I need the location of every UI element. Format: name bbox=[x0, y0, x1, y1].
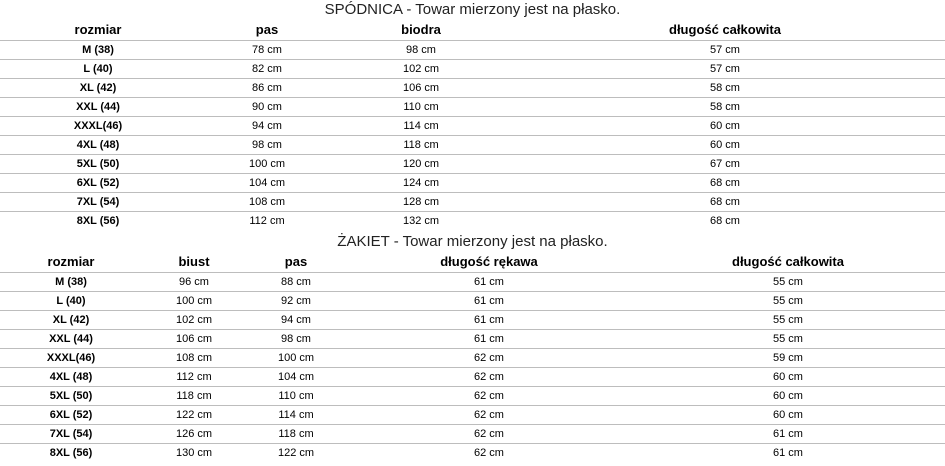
skirt-cell-hips: 124 cm bbox=[402, 177, 440, 189]
jacket-cell-waist: 100 cm bbox=[277, 352, 315, 364]
jacket-cell-size: L (40) bbox=[56, 295, 86, 307]
jacket-cell-sleeve-length: 61 cm bbox=[474, 295, 504, 307]
jacket-cell-size: XXXL(46) bbox=[46, 352, 96, 364]
skirt-cell-total-length: 67 cm bbox=[710, 158, 740, 170]
jacket-cell-total-length: 61 cm bbox=[773, 447, 803, 459]
table-row bbox=[0, 310, 945, 329]
jacket-cell-sleeve-length: 62 cm bbox=[474, 371, 504, 383]
table-row bbox=[0, 348, 945, 367]
jacket-cell-size: 7XL (54) bbox=[49, 428, 93, 440]
jacket-cell-bust: 112 cm bbox=[176, 371, 212, 383]
jacket-cell-bust: 108 cm bbox=[175, 352, 213, 364]
skirt-header-row bbox=[0, 20, 945, 40]
skirt-cell-waist: 90 cm bbox=[252, 101, 282, 113]
skirt-cell-hips: 128 cm bbox=[402, 196, 440, 208]
skirt-cell-size: 5XL (50) bbox=[76, 158, 120, 170]
skirt-cell-waist: 78 cm bbox=[252, 44, 282, 56]
skirt-cell-hips: 102 cm bbox=[402, 63, 440, 75]
table-row bbox=[0, 173, 945, 192]
jacket-cell-sleeve-length: 62 cm bbox=[474, 447, 504, 459]
jacket-cell-sleeve-length: 61 cm bbox=[474, 276, 504, 288]
jacket-cell-total-length: 60 cm bbox=[773, 409, 803, 421]
skirt-cell-waist: 98 cm bbox=[252, 139, 282, 151]
jacket-cell-waist: 114 cm bbox=[278, 409, 314, 421]
jacket-header-sleeve-length: długość rękawa bbox=[440, 254, 538, 269]
skirt-cell-total-length: 58 cm bbox=[710, 101, 740, 113]
skirt-cell-total-length: 58 cm bbox=[710, 82, 740, 94]
skirt-cell-total-length: 60 cm bbox=[710, 139, 740, 151]
jacket-cell-bust: 102 cm bbox=[175, 314, 213, 326]
skirt-cell-hips: 110 cm bbox=[403, 101, 439, 113]
table-row bbox=[0, 405, 945, 424]
jacket-table-title: ŻAKIET - Towar mierzony jest na płasko. bbox=[337, 233, 608, 250]
table-row bbox=[0, 272, 945, 291]
jacket-cell-total-length: 55 cm bbox=[773, 314, 803, 326]
skirt-cell-total-length: 68 cm bbox=[710, 177, 740, 189]
jacket-cell-size: M (38) bbox=[55, 276, 87, 288]
jacket-cell-total-length: 55 cm bbox=[773, 276, 803, 288]
skirt-cell-size: 6XL (52) bbox=[76, 177, 120, 189]
skirt-header-hips: biodra bbox=[401, 22, 441, 37]
skirt-cell-size: L (40) bbox=[83, 63, 113, 75]
skirt-header-waist: pas bbox=[255, 22, 279, 37]
jacket-cell-sleeve-length: 62 cm bbox=[474, 390, 504, 402]
skirt-header-size: rozmiar bbox=[74, 22, 122, 37]
skirt-cell-size: M (38) bbox=[82, 44, 114, 56]
jacket-cell-bust: 118 cm bbox=[176, 390, 212, 402]
jacket-cell-size: 4XL (48) bbox=[49, 371, 93, 383]
jacket-cell-sleeve-length: 61 cm bbox=[474, 314, 504, 326]
jacket-header-row bbox=[0, 252, 945, 272]
jacket-cell-waist: 118 cm bbox=[278, 428, 314, 440]
table-row bbox=[0, 329, 945, 348]
jacket-header-waist: pas bbox=[284, 254, 308, 269]
jacket-cell-waist: 98 cm bbox=[281, 333, 311, 345]
jacket-cell-total-length: 60 cm bbox=[773, 390, 803, 402]
jacket-cell-waist: 94 cm bbox=[281, 314, 311, 326]
jacket-cell-sleeve-length: 62 cm bbox=[474, 428, 504, 440]
jacket-cell-bust: 106 cm bbox=[175, 333, 213, 345]
jacket-cell-total-length: 61 cm bbox=[773, 428, 803, 440]
table-row bbox=[0, 97, 945, 116]
jacket-cell-total-length: 55 cm bbox=[773, 333, 803, 345]
jacket-cell-waist: 88 cm bbox=[281, 276, 311, 288]
jacket-header-bust: biust bbox=[178, 254, 210, 269]
skirt-cell-total-length: 68 cm bbox=[710, 215, 740, 227]
table-row bbox=[0, 443, 945, 462]
skirt-header-total-length: długość całkowita bbox=[669, 22, 781, 37]
skirt-table-title: SPÓDNICA - Towar mierzony jest na płasko. bbox=[324, 1, 621, 18]
jacket-cell-bust: 130 cm bbox=[175, 447, 213, 459]
table-row bbox=[0, 367, 945, 386]
skirt-cell-total-length: 57 cm bbox=[710, 63, 740, 75]
skirt-cell-hips: 120 cm bbox=[402, 158, 440, 170]
jacket-cell-waist: 104 cm bbox=[277, 371, 315, 383]
skirt-cell-size: 8XL (56) bbox=[76, 215, 120, 227]
jacket-cell-waist: 110 cm bbox=[278, 390, 314, 402]
skirt-cell-size: XXL (44) bbox=[76, 101, 120, 113]
skirt-cell-hips: 114 cm bbox=[403, 120, 439, 132]
jacket-cell-total-length: 59 cm bbox=[773, 352, 803, 364]
skirt-cell-waist: 86 cm bbox=[252, 82, 282, 94]
table-row bbox=[0, 211, 945, 230]
jacket-cell-size: XL (42) bbox=[52, 314, 90, 326]
skirt-cell-waist: 100 cm bbox=[248, 158, 286, 170]
jacket-cell-total-length: 60 cm bbox=[773, 371, 803, 383]
table-row bbox=[0, 424, 945, 443]
jacket-cell-size: 8XL (56) bbox=[49, 447, 93, 459]
skirt-cell-total-length: 57 cm bbox=[710, 44, 740, 56]
jacket-cell-bust: 96 cm bbox=[179, 276, 209, 288]
jacket-header-size: rozmiar bbox=[47, 254, 95, 269]
jacket-cell-size: 5XL (50) bbox=[49, 390, 93, 402]
jacket-cell-waist: 92 cm bbox=[281, 295, 311, 307]
table-row bbox=[0, 59, 945, 78]
jacket-cell-sleeve-length: 62 cm bbox=[474, 409, 504, 421]
skirt-cell-total-length: 60 cm bbox=[710, 120, 740, 132]
skirt-cell-size: 7XL (54) bbox=[76, 196, 120, 208]
jacket-cell-total-length: 55 cm bbox=[773, 295, 803, 307]
jacket-cell-sleeve-length: 61 cm bbox=[474, 333, 504, 345]
skirt-cell-waist: 94 cm bbox=[252, 120, 282, 132]
jacket-cell-size: 6XL (52) bbox=[49, 409, 93, 421]
skirt-cell-hips: 106 cm bbox=[402, 82, 440, 94]
skirt-cell-hips: 118 cm bbox=[403, 139, 439, 151]
skirt-cell-waist: 112 cm bbox=[249, 215, 285, 227]
jacket-cell-size: XXL (44) bbox=[49, 333, 93, 345]
jacket-cell-bust: 122 cm bbox=[175, 409, 213, 421]
table-row bbox=[0, 78, 945, 97]
skirt-cell-hips: 98 cm bbox=[406, 44, 436, 56]
skirt-cell-waist: 108 cm bbox=[248, 196, 286, 208]
table-row bbox=[0, 386, 945, 405]
skirt-cell-total-length: 68 cm bbox=[710, 196, 740, 208]
skirt-cell-waist: 104 cm bbox=[248, 177, 286, 189]
jacket-cell-bust: 126 cm bbox=[175, 428, 213, 440]
skirt-cell-size: 4XL (48) bbox=[76, 139, 120, 151]
skirt-cell-size: XXXL(46) bbox=[73, 120, 123, 132]
jacket-header-total-length: długość całkowita bbox=[732, 254, 844, 269]
table-row bbox=[0, 116, 945, 135]
jacket-cell-sleeve-length: 62 cm bbox=[474, 352, 504, 364]
skirt-cell-size: XL (42) bbox=[79, 82, 117, 94]
table-row bbox=[0, 291, 945, 310]
jacket-cell-bust: 100 cm bbox=[175, 295, 213, 307]
table-row bbox=[0, 154, 945, 173]
jacket-cell-waist: 122 cm bbox=[277, 447, 315, 459]
table-row bbox=[0, 40, 945, 59]
table-row bbox=[0, 135, 945, 154]
table-row bbox=[0, 192, 945, 211]
skirt-cell-hips: 132 cm bbox=[402, 215, 440, 227]
skirt-cell-waist: 82 cm bbox=[252, 63, 282, 75]
